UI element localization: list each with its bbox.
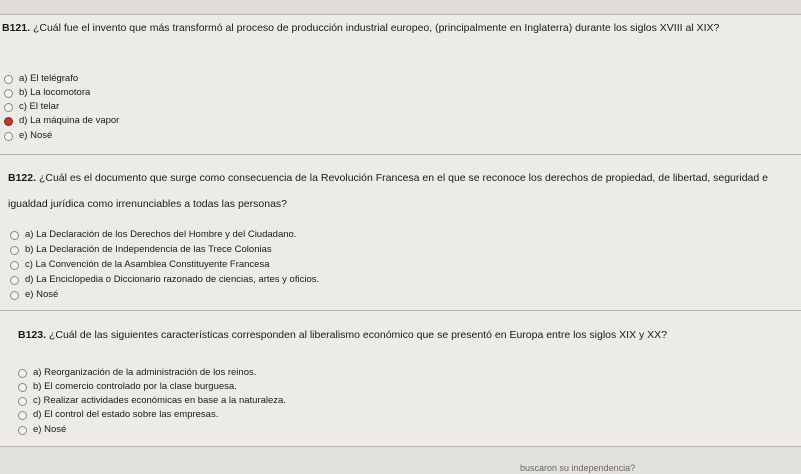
option-d[interactable]: [18, 409, 218, 421]
radio-button[interactable]: [10, 276, 19, 285]
radio-button[interactable]: [10, 261, 19, 270]
option-label: d) La máquina de vapor: [19, 115, 120, 126]
option-label: b) La locomotora: [19, 87, 91, 98]
option-c[interactable]: [18, 395, 286, 407]
question-text: ¿Cuál de las siguientes características corresponden al liberalismo económico que se presentó en Europa entre los siglos XIX y XX?: [48, 329, 668, 341]
option-e[interactable]: [18, 424, 66, 436]
option-a[interactable]: [4, 73, 78, 85]
option-label: c) El telar: [19, 101, 60, 112]
radio-button[interactable]: [4, 75, 13, 84]
option-label: a) El telégrafo: [19, 73, 79, 84]
option-label: d) El control del estado sobre las empresas.: [33, 409, 219, 420]
radio-button[interactable]: [10, 231, 19, 240]
radio-button[interactable]: [18, 397, 27, 406]
option-label: e) Nosé: [25, 289, 59, 300]
option-b[interactable]: [10, 244, 272, 256]
option-e[interactable]: [10, 289, 58, 301]
option-label: d) La Enciclopedia o Diccionario razonado de ciencias, artes y oficios.: [25, 274, 320, 285]
radio-button[interactable]: [18, 369, 27, 378]
next-question-card: [0, 446, 801, 474]
option-label: b) La Declaración de Independencia de las Trece Colonias: [25, 244, 272, 255]
radio-button[interactable]: [4, 103, 13, 112]
radio-button[interactable]: [4, 132, 13, 141]
question-text-continued: igualdad jurídica como irrenunciables a todas las personas?: [8, 198, 287, 210]
radio-button[interactable]: [4, 89, 13, 98]
radio-button[interactable]: [18, 383, 27, 392]
option-a[interactable]: [10, 229, 296, 241]
option-label: b) El comercio controlado por la clase burguesa.: [33, 381, 237, 392]
radio-button[interactable]: [18, 411, 27, 420]
option-e[interactable]: [4, 130, 52, 142]
question-title: [2, 21, 797, 35]
option-label: c) Realizar actividades económicas en base a la naturaleza.: [33, 395, 286, 406]
radio-button[interactable]: [10, 246, 19, 255]
option-label: e) Nosé: [19, 130, 53, 141]
option-label: e) Nosé: [33, 424, 67, 435]
radio-button-selected[interactable]: [4, 117, 13, 126]
option-c[interactable]: [10, 259, 270, 271]
question-number: B122.: [8, 172, 37, 184]
question-number: B121.: [2, 22, 31, 34]
radio-button[interactable]: [10, 291, 19, 300]
question-text: ¿Cuál es el documento que surge como consecuencia de la Revolución Francesa en el que se reconoce los derechos de propiedad, de libertad, seguridad e: [38, 172, 768, 184]
option-label: a) La Declaración de los Derechos del Hombre y del Ciudadano.: [25, 229, 297, 240]
option-c[interactable]: [4, 101, 59, 113]
option-b[interactable]: [4, 87, 90, 99]
top-strip: [0, 0, 801, 15]
question-card-1: [0, 14, 801, 155]
radio-button[interactable]: [18, 426, 27, 435]
partial-question-text: buscaron su independencia?: [520, 463, 636, 473]
option-a[interactable]: [18, 367, 256, 379]
question-number: B123.: [18, 329, 47, 341]
question-text: ¿Cuál fue el invento que más transformó al proceso de producción industrial europeo, (principalmente en Inglaterra) durante los siglos XVIII al XIX?: [32, 22, 720, 34]
option-d[interactable]: [4, 115, 119, 127]
question-title: [18, 328, 798, 342]
option-d[interactable]: [10, 274, 319, 286]
option-label: c) La Convención de la Asamblea Constituyente Francesa: [25, 259, 270, 270]
question-title: [8, 171, 798, 185]
option-b[interactable]: [18, 381, 237, 393]
option-label: a) Reorganización de la administración de los reinos.: [33, 367, 257, 378]
